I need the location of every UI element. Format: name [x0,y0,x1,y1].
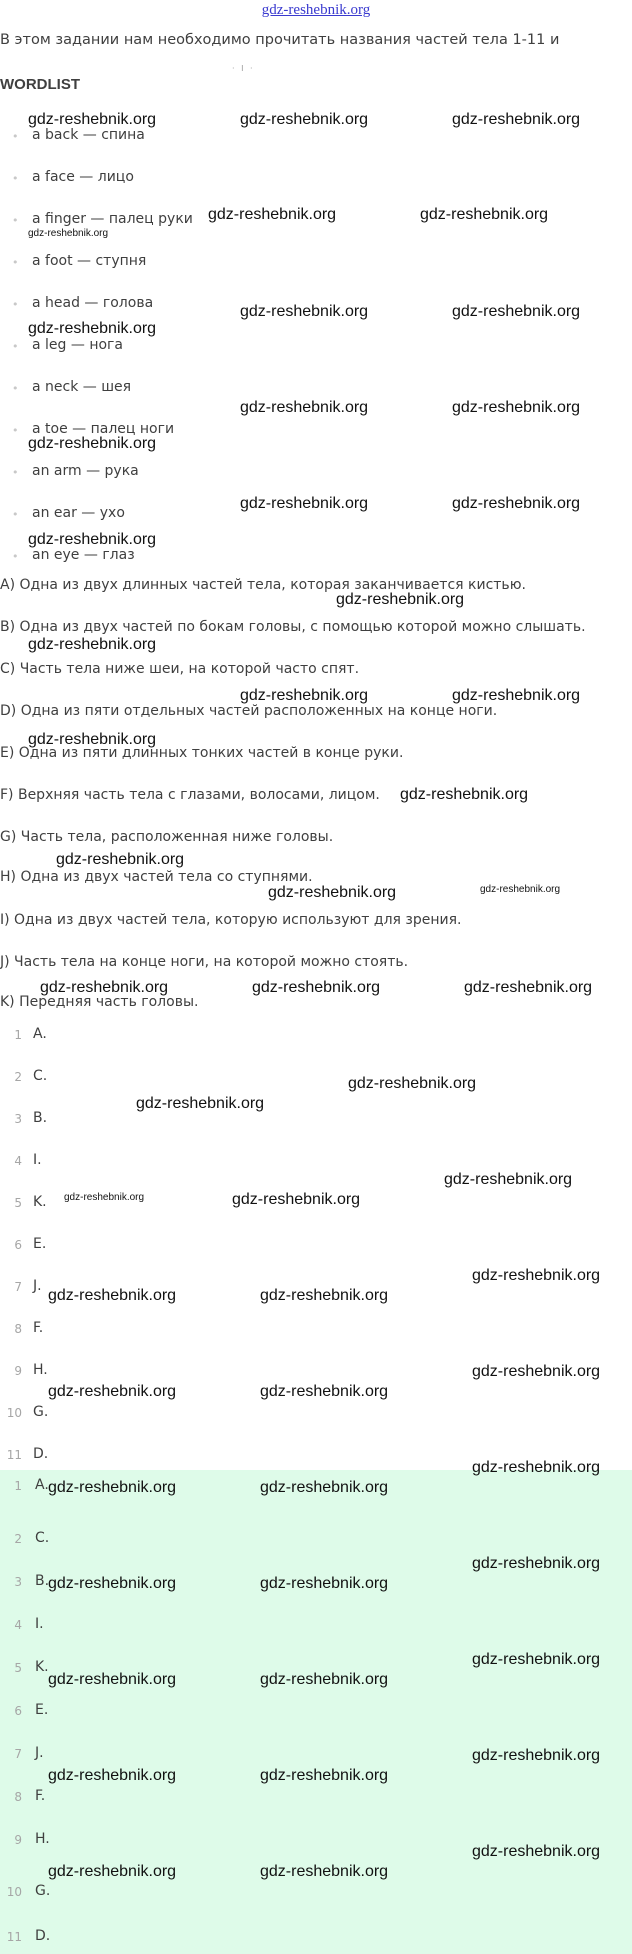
answer-number: 1 [14,1028,22,1042]
watermark: gdz-reshebnik.org [240,399,369,416]
watermark: gdz-reshebnik.org [420,206,549,223]
watermark: gdz-reshebnik.org [40,979,169,996]
watermark: gdz-reshebnik.org [28,228,109,239]
answer-number: 2 [14,1532,22,1546]
answer-value: D. [33,1446,49,1462]
definition-item: I) Одна из двух частей тела, которую используют для зрения. [0,912,462,928]
answer-number: 11 [6,1930,22,1944]
answer-value: C. [33,1068,48,1084]
watermark: gdz-reshebnik.org [260,1479,389,1496]
watermark: gdz-reshebnik.org [400,786,529,803]
watermark: gdz-reshebnik.org [480,884,561,895]
answer-value: A. [33,1026,47,1042]
bullet-icon: • [12,298,19,311]
watermark: gdz-reshebnik.org [28,435,157,452]
bullet-icon: • [12,256,19,269]
wordlist-item: a finger — палец руки [32,211,193,227]
wordlist-item: an arm — рука [32,463,139,479]
watermark: gdz-reshebnik.org [48,1383,177,1400]
definition-item: G) Часть тела, расположенная ниже головы. [0,829,334,845]
watermark: gdz-reshebnik.org [472,1651,601,1668]
answer-number: 5 [14,1661,22,1675]
answer-value: B. [35,1573,50,1589]
definition-item: C) Часть тела ниже шеи, на которой часто спят. [0,661,360,677]
answer-value: C. [35,1530,50,1546]
answer-number: 8 [14,1322,22,1336]
answer-number: 4 [14,1618,22,1632]
answer-number: 6 [14,1704,22,1718]
wordlist-item: an ear — ухо [32,505,125,521]
watermark: gdz-reshebnik.org [240,111,369,128]
bullet-icon: • [12,130,19,143]
answer-value: B. [33,1110,48,1126]
wordlist-item: a leg — нога [32,337,123,353]
watermark: gdz-reshebnik.org [464,979,593,996]
watermark: gdz-reshebnik.org [48,1767,177,1784]
answer-number: 9 [14,1364,22,1378]
watermark: gdz-reshebnik.org [28,636,157,653]
watermark: gdz-reshebnik.org [260,1671,389,1688]
answer-number: 8 [14,1790,22,1804]
answer-number: 3 [14,1112,22,1126]
answer-number: 1 [14,1479,22,1493]
wordlist-item: a head — голова [32,295,154,311]
watermark: gdz-reshebnik.org [452,399,581,416]
watermark: gdz-reshebnik.org [48,1287,177,1304]
watermark: gdz-reshebnik.org [240,495,369,512]
site-title[interactable]: gdz-reshebnik.org [261,2,371,18]
watermark: gdz-reshebnik.org [28,531,157,548]
wordlist-item: a back — спина [32,127,145,143]
bullet-icon: • [12,214,19,227]
intro-text: В этом задании нам необходимо прочитать названия частей тела 1-11 и [0,32,560,48]
watermark: gdz-reshebnik.org [472,1555,601,1572]
watermark: gdz-reshebnik.org [208,206,337,223]
answer-value: F. [35,1788,46,1804]
answer-highlight-block [0,1470,632,1954]
bullet-icon: • [12,172,19,185]
watermark: gdz-reshebnik.org [28,320,157,337]
answer-value: K. [33,1194,47,1210]
watermark: gdz-reshebnik.org [260,1767,389,1784]
watermark: gdz-reshebnik.org [472,1747,601,1764]
answer-number: 2 [14,1070,22,1084]
answer-number: 10 [6,1885,22,1899]
watermark: gdz-reshebnik.org [48,1863,177,1880]
definition-item: J) Часть тела на конце ноги, на которой можно стоять. [0,954,409,970]
watermark: gdz-reshebnik.org [472,1363,601,1380]
definition-item: E) Одна из пяти длинных тонких частей в конце руки. [0,745,404,761]
bullet-icon: • [12,424,19,437]
watermark: gdz-reshebnik.org [64,1192,145,1203]
answer-number: 7 [14,1280,22,1294]
watermark: gdz-reshebnik.org [48,1575,177,1592]
definition-item: B) Одна из двух частей по бокам головы, с помощью которой можно слышать. [0,619,586,635]
watermark: gdz-reshebnik.org [452,495,581,512]
answer-value: H. [35,1831,50,1847]
answer-value: H. [33,1362,48,1378]
watermark: gdz-reshebnik.org [444,1171,573,1188]
definition-item: H) Одна из двух частей тела со ступнями. [0,869,313,885]
definition-item: K) Передняя часть головы. [0,994,199,1010]
bullet-icon: • [12,382,19,395]
watermark: gdz-reshebnik.org [260,1383,389,1400]
answer-number: 10 [6,1406,22,1420]
wordlist-title: WORDLIST [0,76,80,93]
bullet-icon: • [12,508,19,521]
watermark: gdz-reshebnik.org [452,687,581,704]
wordlist-item: a neck — шея [32,379,132,395]
watermark: gdz-reshebnik.org [472,1843,601,1860]
intro-cutoff-marks: · I · [232,64,255,73]
watermark: gdz-reshebnik.org [48,1479,177,1496]
answer-value: F. [33,1320,44,1336]
watermark: gdz-reshebnik.org [452,111,581,128]
watermark: gdz-reshebnik.org [348,1075,477,1092]
answer-value: G. [33,1404,49,1420]
watermark: gdz-reshebnik.org [56,851,185,868]
answer-value: I. [35,1616,44,1632]
definition-item: A) Одна из двух длинных частей тела, которая заканчивается кистью. [0,577,526,593]
answer-value: D. [35,1928,51,1944]
watermark: gdz-reshebnik.org [252,979,381,996]
bullet-icon: • [12,340,19,353]
watermark: gdz-reshebnik.org [336,591,465,608]
wordlist-item: a face — лицо [32,169,134,185]
watermark: gdz-reshebnik.org [28,111,157,128]
watermark: gdz-reshebnik.org [240,303,369,320]
answer-value: G. [35,1883,51,1899]
wordlist-item: an eye — глаз [32,547,135,563]
watermark: gdz-reshebnik.org [240,687,369,704]
bullet-icon: • [12,550,19,563]
wordlist-item: a foot — ступня [32,253,147,269]
answer-value: E. [35,1702,49,1718]
answer-value: J. [33,1278,42,1294]
answer-number: 9 [14,1833,22,1847]
answer-number: 3 [14,1575,22,1589]
watermark: gdz-reshebnik.org [260,1863,389,1880]
answer-number: 7 [14,1747,22,1761]
watermark: gdz-reshebnik.org [260,1287,389,1304]
watermark: gdz-reshebnik.org [28,731,157,748]
bullet-icon: • [12,466,19,479]
watermark: gdz-reshebnik.org [260,1575,389,1592]
definition-item: D) Одна из пяти отдельных частей расположенных на конце ноги. [0,703,498,719]
answer-number: 5 [14,1196,22,1210]
answer-value: I. [33,1152,42,1168]
answer-value: K. [35,1659,49,1675]
definition-item: F) Верхняя часть тела с глазами, волосами, лицом. [0,787,380,803]
watermark: gdz-reshebnik.org [268,884,397,901]
wordlist-item: a toe — палец ноги [32,421,175,437]
watermark: gdz-reshebnik.org [472,1459,601,1476]
watermark: gdz-reshebnik.org [136,1095,265,1112]
answer-value: E. [33,1236,47,1252]
watermark: gdz-reshebnik.org [48,1671,177,1688]
answer-value: A. [35,1477,49,1493]
watermark: gdz-reshebnik.org [472,1267,601,1284]
watermark: gdz-reshebnik.org [232,1191,361,1208]
answer-value: J. [35,1745,44,1761]
answer-number: 6 [14,1238,22,1252]
watermark: gdz-reshebnik.org [452,303,581,320]
answer-number: 11 [6,1448,22,1462]
answer-number: 4 [14,1154,22,1168]
